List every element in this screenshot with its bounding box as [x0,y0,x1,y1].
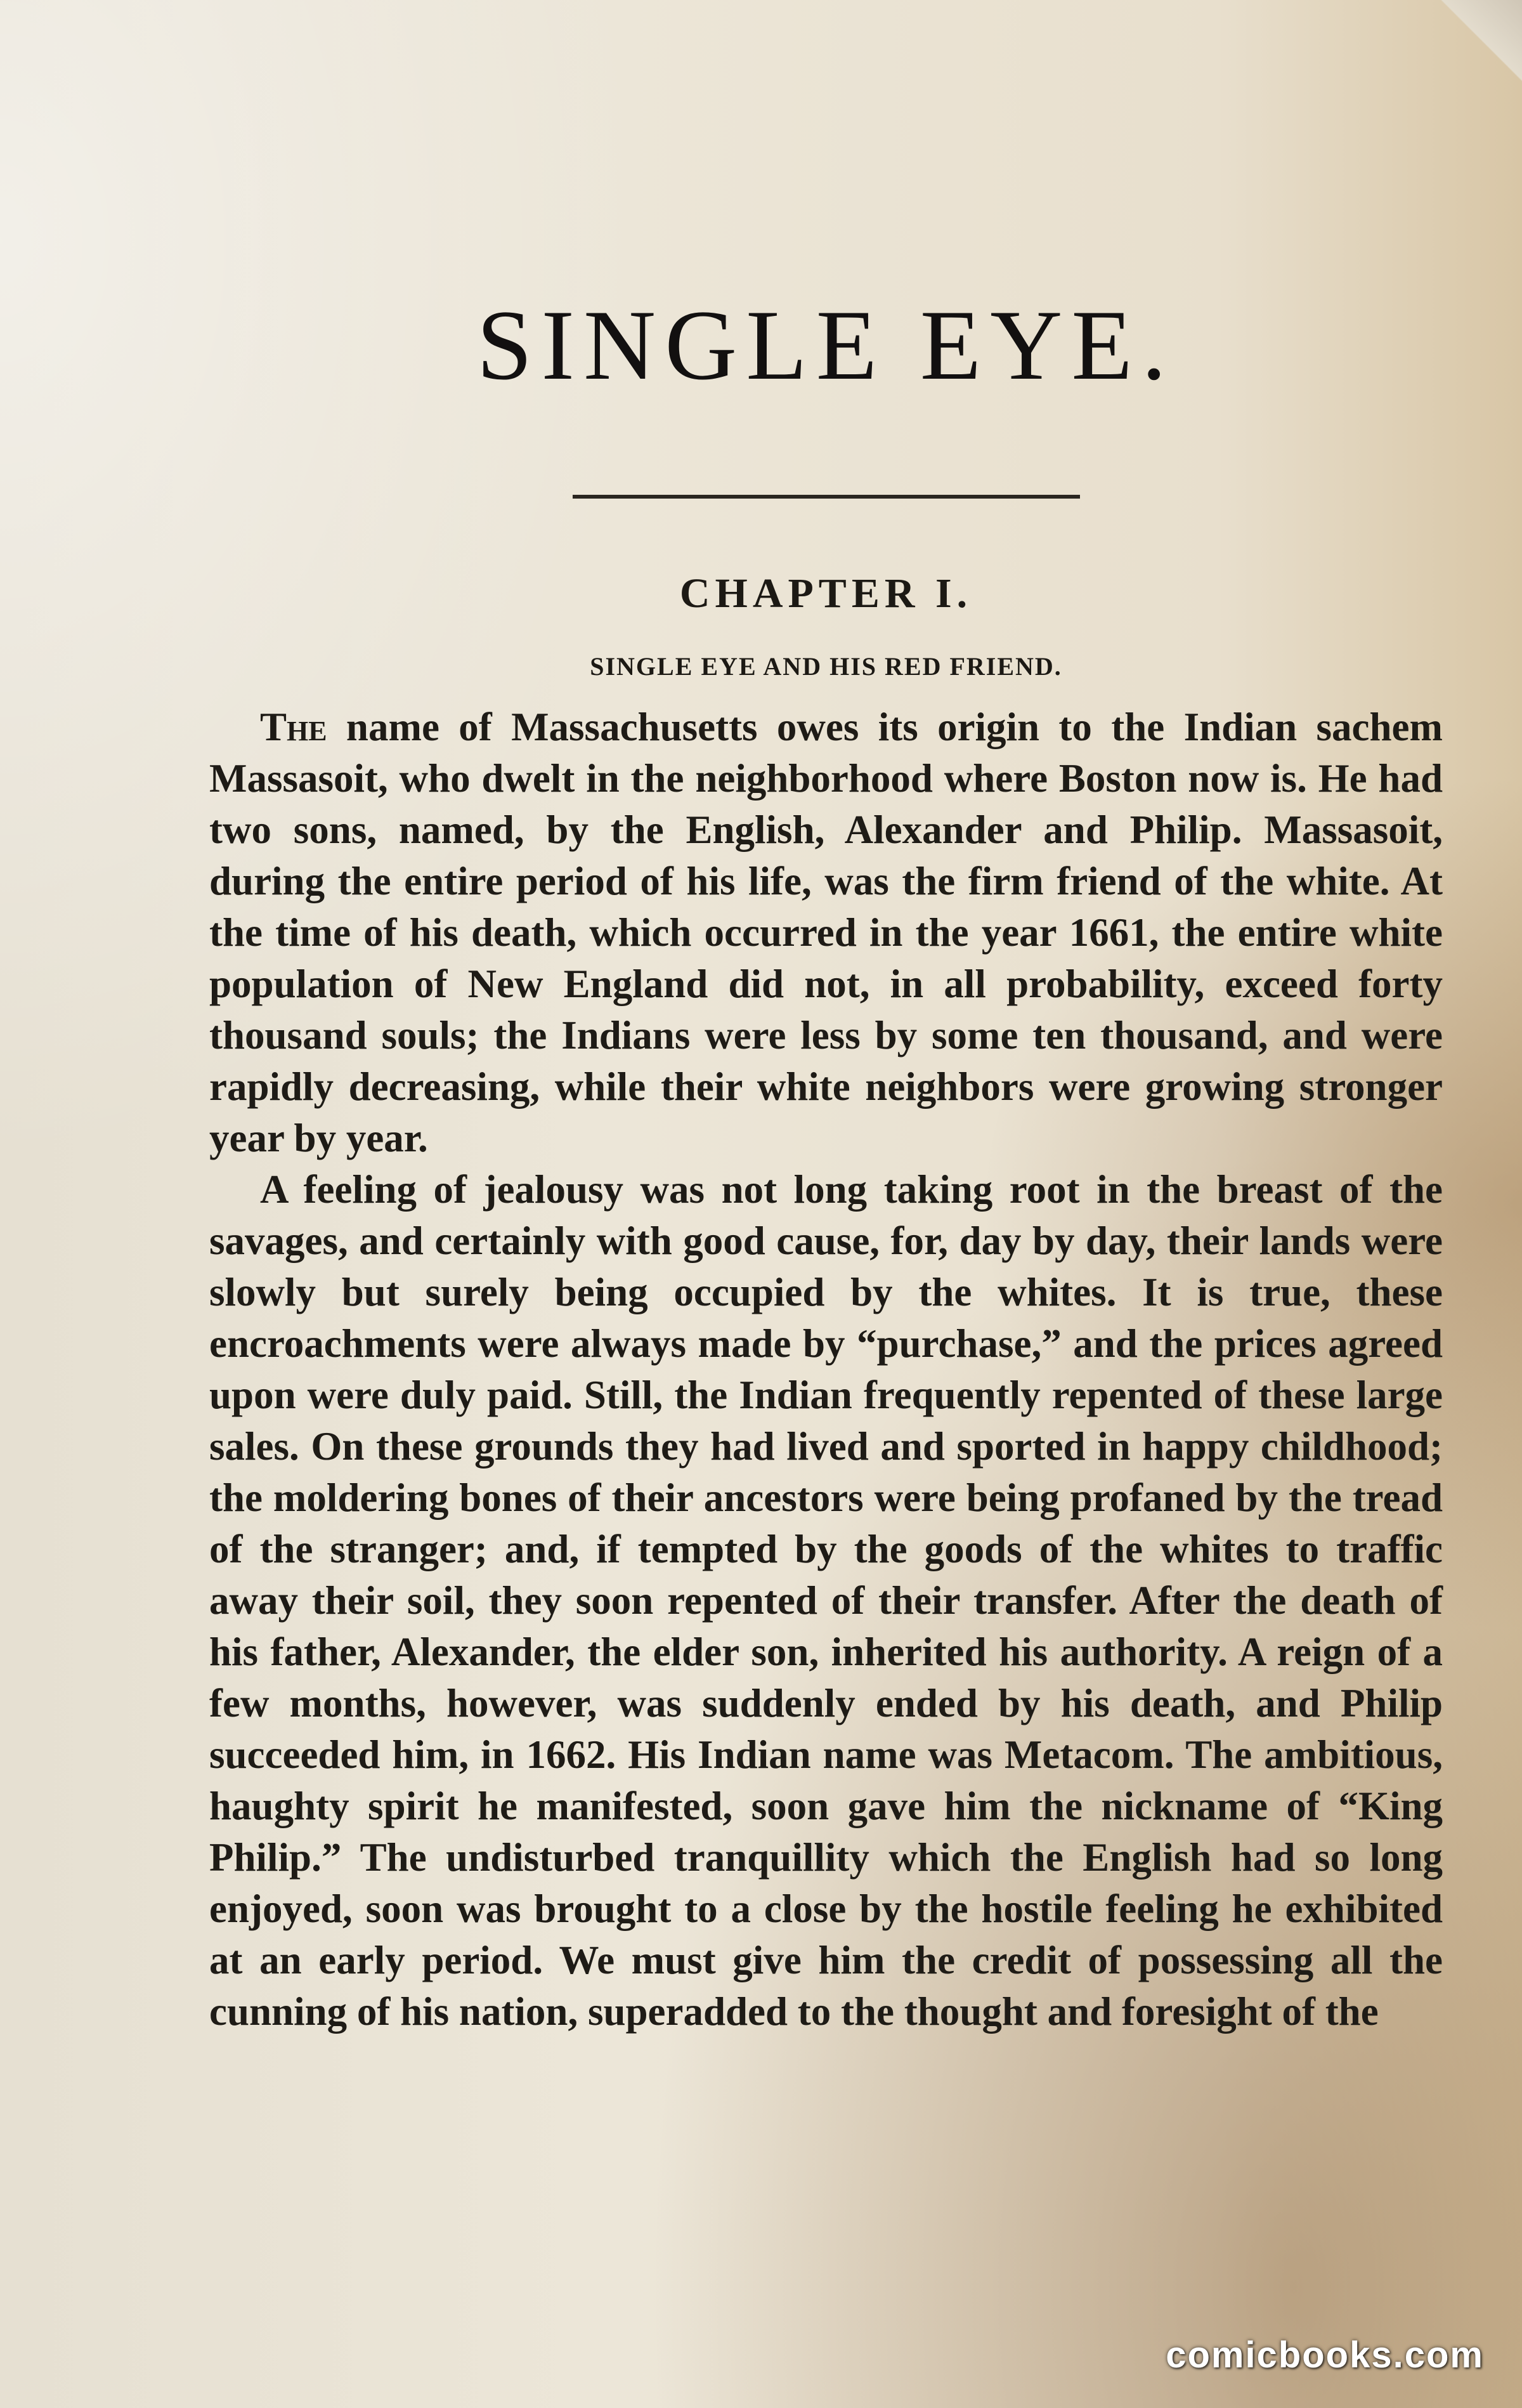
paragraph-1 [209,702,1443,1164]
page-content [209,290,1443,2038]
body-text [209,702,1443,2038]
chapter-subtitle: SINGLE EYE AND HIS RED FRIEND. [590,652,1062,681]
paragraph-lead-word: The [260,705,327,749]
page-title: SINGLE EYE. [476,290,1176,401]
paragraph-text: name of Massachusetts owes its origin to the Indian sachem Massasoit, who dwelt in the neighborhood where Boston now is. He had two sons, named, by the English, Alexander and Philip. Massasoit, during the entire period of his life, was the firm friend of the white. At the time of his death, which occurred in the year 1661, the entire white population of New England did not, in all probability, exceed forty thousand souls; the Indians were less by some ten thousand, and were rapidly decreasing, while their white neighbors were growing stronger year by year. [209,705,1443,1160]
title-divider [573,495,1080,499]
chapter-heading: CHAPTER I. [679,570,973,617]
paragraph-text: A feeling of jealousy was not long taking root in the breast of the savages, and certainly with good cause, for, day by day, their lands were slowly but surely being occupied by the whites. It is true, these encroachments were always made by “purchase,” and the prices agreed upon were duly paid. Still, the Indian frequently repented of these large sales. On these grounds they had lived and sported in happy childhood; the moldering bones of their ancestors were being profaned by the tread of the stranger; and, if tempted by the goods of the whites to traffic away their soil, they soon repented of their transfer. After the death of his father, Alexander, the elder son, inherited his authority. A reign of a few months, however, was suddenly ended by his death, and Philip succeeded him, in 1662. His Indian name was Metacom. The ambitious, haughty spirit he manifested, soon gave him the nickname of “King Philip.” The undisturbed tranquillity which the English had so long enjoyed, soon was brought to a close by the hostile feeling he exhibited at an early period. We must give him the credit of possessing all the cunning of his nation, superadded to the thought and foresight of the [209,1167,1443,2034]
site-watermark: comicbooks.com [1166,2334,1484,2376]
folded-corner [1427,0,1522,82]
paragraph-2 [209,1164,1443,2038]
